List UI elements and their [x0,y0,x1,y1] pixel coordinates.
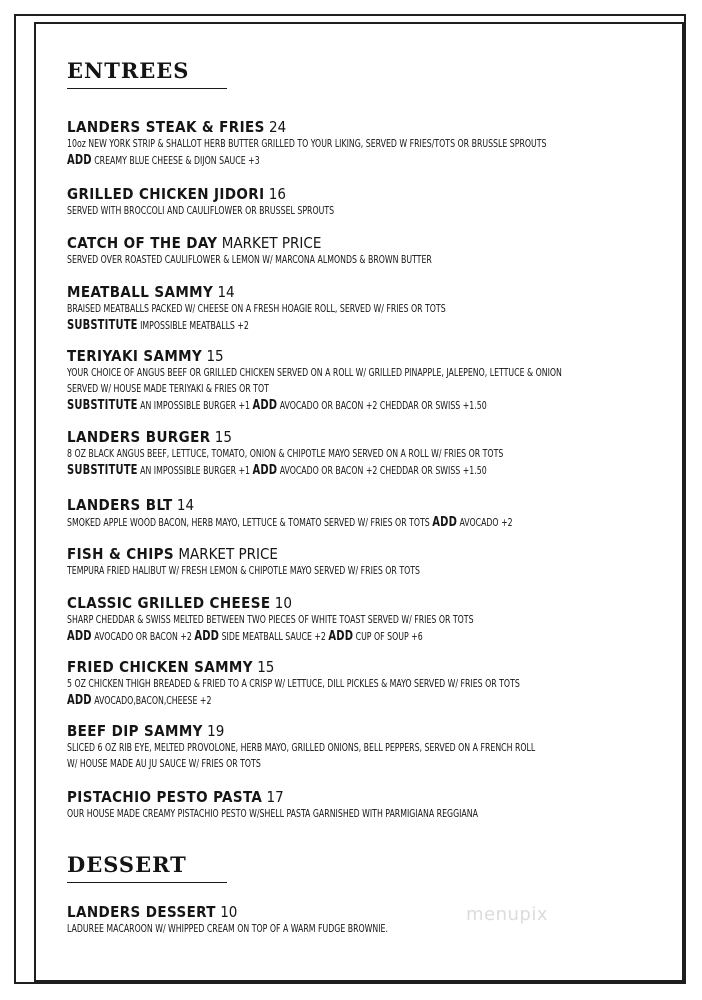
item-heading [67,283,637,301]
item-name: LANDERS DESSERT [67,903,216,921]
item-name: LANDERS STEAK & FRIES [67,118,265,136]
item-heading [67,496,637,514]
item-name: GRILLED CHICKEN JIDORI [67,185,265,203]
item-heading [67,903,637,921]
item-description: SUBSTITUTE AN IMPOSSIBLE BURGER +1 ADD AVOCADO OR BACON +2 CHEDDAR OR SWISS +1.50 [67,397,487,413]
item-description: SERVED OVER ROASTED CAULIFLOWER & LEMON W/ MARCONA ALMONDS & BROWN BUTTER [67,254,432,266]
item-name: CATCH OF THE DAY [67,234,218,252]
option-keyword: ADD [67,152,92,168]
item-heading [67,658,637,676]
entrees-underline [67,88,227,89]
item-heading [67,545,637,563]
item-name: PISTACHIO PESTO PASTA [67,788,263,806]
item-description: 8 OZ BLACK ANGUS BEEF, LETTUCE, TOMATO, ONION & CHIPOTLE MAYO SERVED ON A ROLL W/ FRIES OR TOTS [67,448,504,460]
item-name: MEATBALL SAMMY [67,283,214,301]
item-price: 14 [213,283,235,301]
item-name: FISH & CHIPS [67,545,175,563]
menu-item [67,428,637,479]
option-keyword: ADD [432,514,457,530]
item-price: 15 [252,658,275,676]
item-heading [67,347,637,365]
item-description: SUBSTITUTE IMPOSSIBLE MEATBALLS +2 [67,317,249,333]
item-price: 15 [202,347,224,365]
item-name: LANDERS BURGER [67,428,211,446]
option-keyword: ADD [67,628,92,644]
item-name: FRIED CHICKEN SAMMY [67,658,253,676]
option-keyword: SUBSTITUTE [67,317,138,333]
item-description: W/ HOUSE MADE AU JU SAUCE W/ FRIES OR TOTS [67,758,261,770]
option-keyword: SUBSTITUTE [67,397,138,413]
option-keyword: ADD [252,397,278,413]
item-name: BEEF DIP SAMMY [67,722,203,740]
item-description: YOUR CHOICE OF ANGUS BEEF OR GRILLED CHICKEN SERVED ON A ROLL W/ GRILLED PINAPPLE, JALEPENO, LETTUCE & ONION [67,367,562,379]
item-price: 10 [270,594,292,612]
item-heading [67,185,637,203]
item-heading [67,118,637,136]
item-description: SERVED W/ HOUSE MADE TERIYAKI & FRIES OR TOT [67,383,269,395]
option-keyword: ADD [252,462,278,478]
item-description: 5 OZ CHICKEN THIGH BREADED & FRIED TO A CRISP W/ LETTUCE, DILL PICKLES & MAYO SERVED W/ FRIES OR TOTS [67,678,520,690]
menu-item [67,234,637,268]
item-name: LANDERS BLT [67,496,173,514]
item-description: ADD AVOCADO OR BACON +2 ADD SIDE MEATBALL SAUCE +2 ADD CUP OF SOUP +6 [67,628,423,644]
item-name: CLASSIC GRILLED CHEESE [67,594,271,612]
item-heading [67,594,637,612]
item-description: SUBSTITUTE AN IMPOSSIBLE BURGER +1 ADD AVOCADO OR BACON +2 CHEDDAR OR SWISS +1.50 [67,462,487,478]
dessert-heading: DESSERT [67,852,187,877]
item-description: SHARP CHEDDAR & SWISS MELTED BETWEEN TWO PIECES OF WHITE TOAST SERVED W/ FRIES OR TOTS [67,614,474,626]
menu-item [67,658,637,709]
menu-item [67,545,637,579]
item-price: 16 [264,185,286,203]
item-price: 10 [215,903,238,921]
item-price: 24 [264,118,287,136]
item-description: ADD AVOCADO,BACON,CHEESE +2 [67,692,212,708]
item-description: SMOKED APPLE WOOD BACON, HERB MAYO, LETTUCE & TOMATO SERVED W/ FRIES OR TOTS ADD AVOCADO +2 [67,514,513,530]
item-heading [67,788,637,806]
item-price: 17 [262,788,284,806]
item-description: SERVED WITH BROCCOLI AND CAULIFLOWER OR BRUSSEL SPROUTS [67,205,335,217]
option-keyword: ADD [194,628,220,644]
item-description: TEMPURA FRIED HALIBUT W/ FRESH LEMON & CHIPOTLE MAYO SERVED W/ FRIES OR TOTS [67,565,420,577]
dessert-underline [67,882,227,883]
menu-item [67,903,637,937]
item-description: SLICED 6 OZ RIB EYE, MELTED PROVOLONE, HERB MAYO, GRILLED ONIONS, BELL PEPPERS, SERVED ON A FRENCH ROLL [67,742,536,754]
option-keyword: ADD [328,628,354,644]
menu-item [67,594,637,645]
option-keyword: ADD [67,692,92,708]
item-heading [67,234,637,252]
menupix-watermark: menupix [466,904,549,925]
item-price: 14 [172,496,195,514]
item-price: 15 [210,428,232,446]
menu-item [67,496,637,531]
item-name: TERIYAKI SAMMY [67,347,203,365]
item-description: LADUREE MACAROON W/ WHIPPED CREAM ON TOP OF A WARM FUDGE BROWNIE. [67,923,388,935]
item-price: MARKET PRICE [174,545,278,563]
item-description: BRAISED MEATBALLS PACKED W/ CHEESE ON A FRESH HOAGIE ROLL, SERVED W/ FRIES OR TOTS [67,303,446,315]
item-price: MARKET PRICE [217,234,322,252]
item-heading [67,428,637,446]
menu-item [67,118,637,169]
item-description: ADD CREAMY BLUE CHEESE & DIJON SAUCE +3 [67,152,260,168]
menu-item [67,185,637,219]
option-keyword: SUBSTITUTE [67,462,138,478]
item-heading [67,722,637,740]
item-price: 19 [202,722,225,740]
entrees-heading: ENTREES [67,58,190,83]
menu-item [67,788,637,822]
menu-item [67,347,637,414]
item-description: OUR HOUSE MADE CREAMY PISTACHIO PESTO W/SHELL PASTA GARNISHED WITH PARMIGIANA REGGIANA [67,808,478,820]
menu-item [67,283,637,334]
item-description: 10oz NEW YORK STRIP & SHALLOT HERB BUTTER GRILLED TO YOUR LIKING, SERVED W FRIES/TOTS OR BRUSSLE SPROUTS [67,138,547,150]
menu-item [67,722,637,772]
